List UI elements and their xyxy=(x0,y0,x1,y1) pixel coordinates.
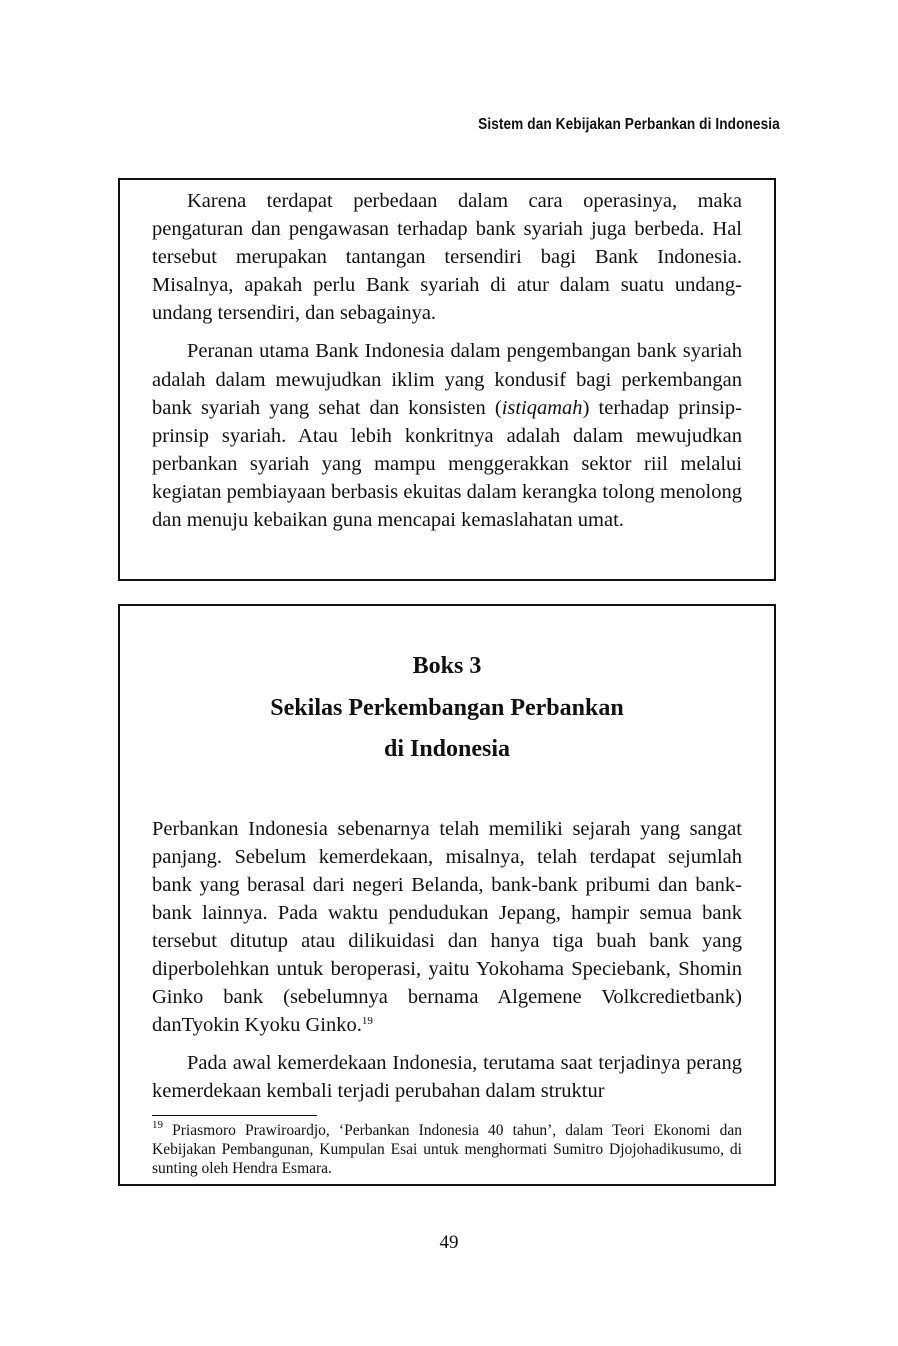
paragraph xyxy=(152,337,742,534)
box-heading xyxy=(152,646,742,771)
paragraph xyxy=(152,815,742,1040)
paragraph-text: Peranan utama Bank Indonesia dalam pengembangan bank syariah adalah dalam mewujudkan iklim yang kondusif bagi perkembangan bank syariah yang sehat dan konsisten ( xyxy=(152,340,742,419)
box-label: Boks 3 xyxy=(412,653,482,679)
paragraph: Karena terdapat perbedaan dalam cara operasinya, maka pengaturan dan pengawasan terhadap bank syariah juga berbeda. Hal tersebut merupakan tantangan tersendiri bagi Bank Indonesia. Misalnya, apakah perlu Bank syariah di atur dalam suatu undang-undang tersendiri, dan sebagainya. xyxy=(152,190,742,325)
boks-3 xyxy=(118,604,776,1186)
paragraph: Pada awal kemerdekaan Indonesia, terutama saat terjadinya perang kemerdekaan kembali terjadi perubahan dalam struktur xyxy=(152,1052,742,1103)
box-title: di Indonesia xyxy=(383,736,511,762)
footnote-number: 19 xyxy=(152,1119,163,1132)
footnote xyxy=(152,1119,742,1178)
running-header: Sistem dan Kebijakan Perbankan di Indonesia xyxy=(478,116,780,133)
box-title: Sekilas Perkembangan Perbankan xyxy=(270,694,624,721)
page-number: 49 xyxy=(439,1232,459,1253)
text-box-syariah xyxy=(118,178,776,581)
footnote-reference: 19 xyxy=(361,1015,373,1028)
footnote-divider xyxy=(152,1115,317,1116)
footnote-text: Priasmoro Prawiroardjo, ‘Perbankan Indonesia 40 tahun’, dalam Teori Ekonomi dan Kebijakan Pembangunan, Kumpulan Esai untuk menghormati Sumitro Djojohadikusumo, di sunting oleh Hendra Esmara. xyxy=(152,1122,742,1177)
paragraph-text: Perbankan Indonesia sebenarnya telah memiliki sejarah yang sangat panjang. Sebelum kemerdekaan, misalnya, telah terdapat sejumlah bank yang berasal dari negeri Belanda, bank-bank pribumi dan bank-bank lainnya. Pada waktu pendudukan Jepang, hampir semua bank tersebut ditutup atau dilikuidasi dan hanya tiga buah bank yang diperbolehkan untuk beroperasi, yaitu Yokohama Speciebank, Shomin Ginko bank (sebelumnya bernama Algemene Volkcredietbank) danTyokin Kyoku Ginko. xyxy=(152,817,742,1037)
italic-term: istiqamah xyxy=(501,396,583,419)
paragraph-text: ) terhadap prinsip-prinsip syariah. Atau lebih konkritnya adalah dalam mewujudkan perbankan syariah yang mampu menggerakkan sektor riil melalui kegiatan pembiayaan berbasis ekuitas dalam kerangka tolong menolong dan menuju kebaikan guna mencapai kemaslahatan umat. xyxy=(152,396,742,532)
